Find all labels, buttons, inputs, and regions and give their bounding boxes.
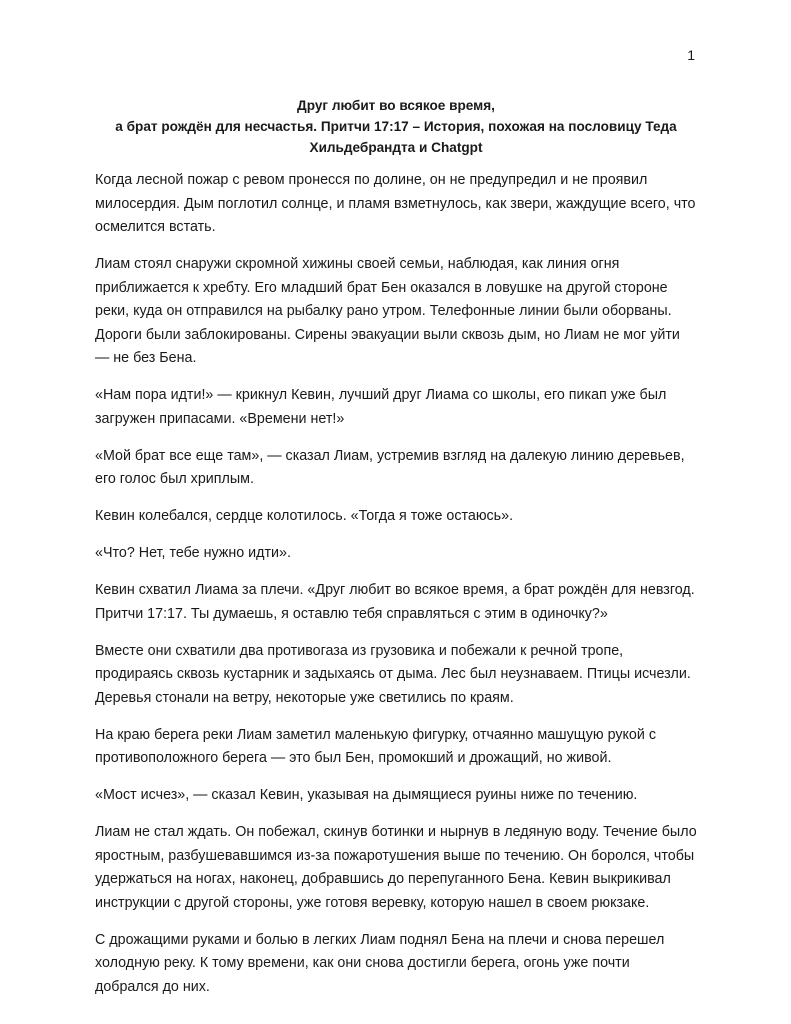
- paragraph: «Что? Нет, тебе нужно идти».: [95, 545, 291, 561]
- paragraph: Когда лесной пожар с ревом пронесся по долине, он не предупредил и не проявил милосердия. Дым поглотил солнце, и пламя взметнулось, как звери, жаждущие всего, что осмелится встать.: [95, 172, 696, 235]
- body-text: [95, 169, 697, 1013]
- paragraph: Лиам стоял снаружи скромной хижины своей семьи, наблюдая, как линия огня приближается к хребту. Его младший брат Бен оказался в ловушке на другой стороне реки, куда он отправился на рыбалку рано утром. Телефонные линии были оборваны. Дороги были заблокированы. Сирены эвакуации выли сквозь дым, но Лиам не мог уйти — не без Бена.: [95, 256, 680, 366]
- paragraph: «Мост исчез», — сказал Кевин, указывая на дымящиеся руины ниже по течению.: [95, 787, 638, 803]
- paragraph: Вместе они схватили два противогаза из грузовика и побежали к речной тропе, продираясь сквозь кустарник и задыхаясь от дыма. Лес был неузнаваем. Птицы исчезли. Деревья стонали на ветру, некоторые уже светились по краям.: [95, 642, 691, 706]
- paragraph: Кевин схватил Лиама за плечи. «Друг любит во всякое время, а брат рождён для невзгод. Притчи 17:17. Ты думаешь, я оставлю тебя справляться с этим в одиночку?»: [95, 582, 695, 622]
- paragraph: «Нам пора идти!» — крикнул Кевин, лучший друг Лиама со школы, его пикап уже был загружен припасами. «Времени нет!»: [95, 387, 667, 427]
- paragraph: Лиам не стал ждать. Он побежал, скинув ботинки и нырнув в ледяную воду. Течение было яростным, разбушевавшимся из-за пожаротушения выше по течению. Он боролся, чтобы удержаться на ногах, наконец, добравшись до перепуганного Бена. Кевин выкрикивал инструкции с другой стороны, уже готовя веревку, которую нашел в своем рюкзаке.: [95, 824, 697, 911]
- title-line-1: Друг любит во всякое время,: [297, 98, 495, 113]
- paragraph: На краю берега реки Лиам заметил маленькую фигурку, отчаянно машущую рукой с противоположного берега — это был Бен, промокший и дрожащий, но живой.: [95, 726, 656, 766]
- title-line-3: Хильдебрандта и Chatgpt: [309, 140, 483, 155]
- paragraph: «Мой брат все еще там», — сказал Лиам, устремив взгляд на далекую линию деревьев, его голос был хриплым.: [95, 447, 685, 487]
- paragraph: Кевин колебался, сердце колотилось. «Тогда я тоже остаюсь».: [95, 508, 514, 524]
- page-number: 1: [687, 47, 695, 63]
- paragraph: С дрожащими руками и болью в легких Лиам поднял Бена на плечи и снова перешел холодную реку. К тому времени, как они снова достигли берега, огонь уже почти добрался до них.: [95, 931, 665, 995]
- title-line-2: а брат рождён для несчастья. Притчи 17:17 – История, похожая на пословицу Теда: [115, 119, 677, 134]
- document-title: [100, 95, 692, 158]
